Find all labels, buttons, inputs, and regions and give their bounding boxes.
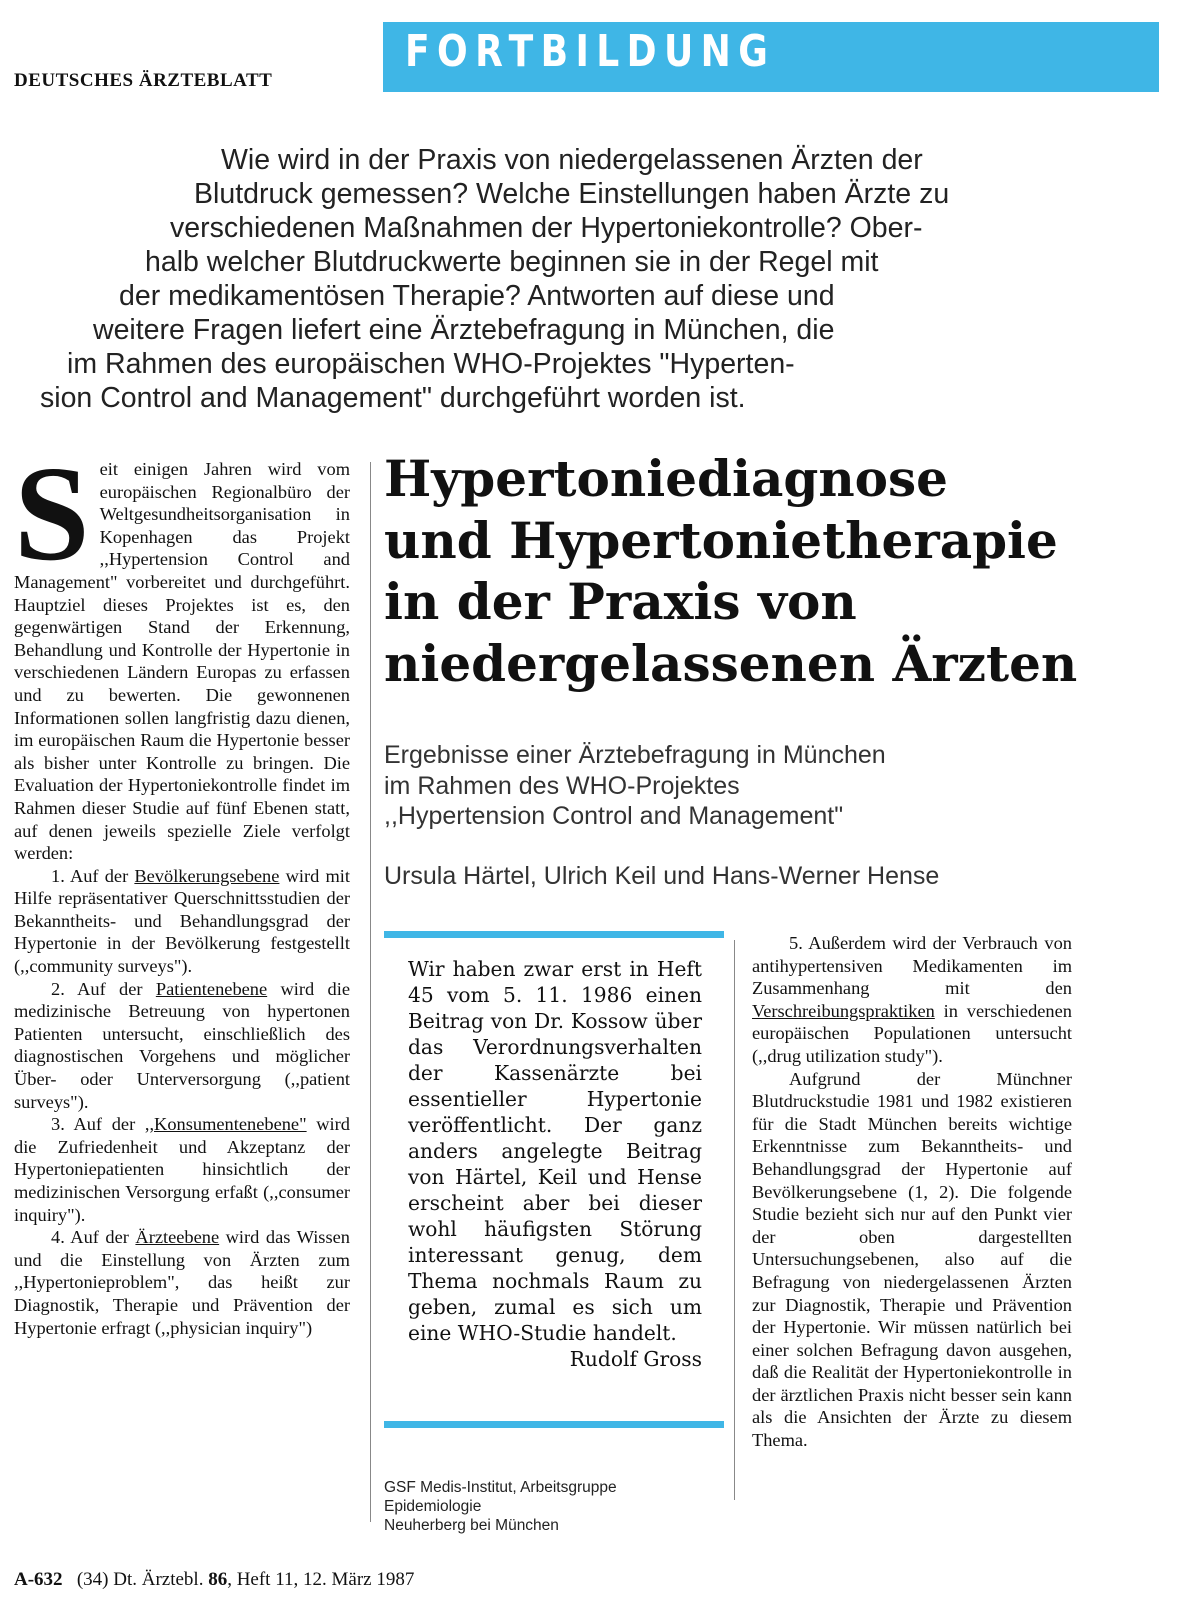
footer-citation: (34) Dt. Ärztebl. [76, 1569, 204, 1590]
item-number: 5. [789, 933, 803, 953]
footer-volume: 86 [208, 1569, 228, 1590]
article-authors: Ursula Härtel, Ulrich Keil und Hans-Werner Hense [384, 862, 940, 890]
box-bottom-rule [384, 1421, 724, 1428]
article-title [384, 448, 1077, 694]
box-top-rule [384, 931, 724, 938]
lede-line: Blutdruck gemessen? Welche Einstellungen haben Ärzte zu [194, 178, 950, 210]
author-affiliation [384, 1478, 617, 1535]
editor-note [408, 956, 702, 1372]
lede-line: Wie wird in der Praxis von niedergelassenen Ärzten der [221, 144, 923, 176]
lede-line: verschiedenen Maßnahmen der Hypertoniekontrolle? Ober- [170, 212, 923, 244]
item-text: in verschiedenen europäischen Populationen untersucht (,,drug utilization study"). [752, 1000, 1072, 1066]
item-number: 1. [51, 865, 65, 886]
section-label: FORTBILDUNG [405, 26, 776, 77]
intro-paragraph [14, 439, 350, 865]
item-text: wird die medizinische Betreuung von hypertonen Patienten untersucht, einschließlich des diagnostischen Vorgehens und möglicher Über- oder Unterversorgung (,,patient surveys"). [14, 978, 350, 1112]
list-item [14, 1113, 350, 1226]
article-subtitle [384, 740, 886, 832]
item-prefix: Auf der [69, 865, 129, 886]
title-line: und Hypertonietherapie [384, 510, 1058, 570]
item-term: Ärzteebene [135, 1227, 220, 1248]
item-number: 3. [51, 1114, 65, 1135]
section-banner [383, 22, 1159, 92]
item-text: wird die Zufriedenheit und Akzeptanz der Hypertoniepatienten hinsichtlich der medizinischen Versorgung erfaßt (,,consumer inquiry"). [14, 1114, 350, 1225]
item-prefix: Auf der [73, 1114, 136, 1135]
list-item [14, 865, 350, 978]
title-line: niedergelassenen Ärzten [384, 633, 1078, 693]
page-number: A-632 [14, 1569, 63, 1590]
item-term: ,,Konsumentenebene" [144, 1114, 307, 1135]
title-line: in der Praxis von [384, 572, 857, 631]
item-number: 2. [51, 978, 65, 999]
item-term: Bevölkerungsebene [134, 865, 280, 886]
list-item [14, 978, 350, 1114]
intro-text: eit einigen Jahren wird vom europäischen Regionalbüro der Weltgesundheitsorganisation in Kopenhagen das Projekt ,,Hypertension Control and Management" vorbereitet und durchgeführt. Hauptziel dieses Projektes ist es, den gegenwärtigen Stand der Erkennung, Behandlung und Kontrolle der Hypertonie in verschiedenen Ländern Europas zu erfassen und zu bewerten. Die gewonnenen Informationen sollen langfristig dazu dienen, im europäischen Raum die Hypertonie besser als bisher unter Kontrolle zu bringen. Die Evaluation der Hypertoniekontrolle findet im Rahmen dieser Studie auf fünf Ebenen statt, auf denen jeweils spezielle Ziele verfolgt werden: [14, 459, 350, 864]
lede-line: halb welcher Blutdruckwerte beginnen sie in der Regel mit [145, 246, 879, 278]
editor-note-text: Wir haben zwar erst in Heft 45 vom 5. 11. 1986 einen Beitrag von Dr. Kossow über das Verordnungsverhalten der Kassenärzte bei essentieller Hypertonie veröffentlicht. Der ganz anders angelegte Beitrag von Härtel, Keil und Hense erscheint aber bei dieser wohl häufigsten Störung interessant genug, dem Thema nochmals Raum zu geben, zumal es sich um eine WHO-Studie handelt. [408, 957, 702, 1345]
right-column [752, 932, 1072, 1452]
footer-issue: , Heft 11, 12. März 1987 [227, 1569, 415, 1590]
item-number: 4. [51, 1227, 65, 1248]
item-prefix: Auf der [70, 1227, 129, 1248]
column-divider [734, 940, 735, 1500]
affiliation-line: Epidemiologie [384, 1498, 482, 1515]
item-prefix: Außerdem wird der Verbrauch von antihypertensiven Medikamenten im Zusammenhang mit den [752, 933, 1072, 999]
left-column [14, 439, 350, 1339]
subtitle-line: im Rahmen des WHO-Projektes [384, 771, 740, 800]
subtitle-line: Ergebnisse einer Ärztebefragung in München [384, 741, 886, 769]
lede-line: der medikamentösen Therapie? Antworten auf diese und [119, 280, 835, 312]
item-text: wird das Wissen und die Einstellung von Ärzten zum ,,Hypertonieproblem", das heißt zur Diagnostik, Therapie und Prävention der Hypertonie erfragt (,,physician inquiry") [14, 1227, 350, 1338]
item-term: Verschreibungspraktiken [752, 1000, 935, 1021]
lede-line: weitere Fragen liefert eine Ärztebefragung in München, die [93, 314, 835, 346]
page-footer [14, 1569, 414, 1591]
journal-masthead: DEUTSCHES ÄRZTEBLATT [14, 70, 273, 91]
editor-signature: Rudolf Gross [569, 1347, 702, 1371]
item-prefix: Auf der [77, 978, 143, 999]
list-item [14, 1226, 350, 1339]
body-paragraph: Aufgrund der Münchner Blutdruckstudie 1981 und 1982 existieren für die Stadt München bereits wichtige Erkenntnisse zum Bekanntheits- und Behandlungsgrad der Hypertonie auf Bevölkerungsebene (1, 2). Die folgende Studie bezieht sich nur auf den Punkt vier der oben dargestellten Untersuchungsebenen, also auf die Befragung von niedergelassenen Ärzten zur Diagnostik, Therapie und Prävention der Hypertonie. Wir müssen natürlich bei einer solchen Befragung davon ausgehen, daß die Realität der Hypertoniekontrolle in der ärztlichen Praxis nicht besser sein kann als die Ansichten der Ärzte zu diesem Thema. [752, 1068, 1072, 1451]
affiliation-line: Neuherberg bei München [384, 1517, 559, 1534]
item-term: Patientenebene [155, 978, 268, 999]
lede-line: sion Control and Management" durchgeführt worden ist. [40, 382, 746, 414]
item-text: wird mit Hilfe repräsentativer Querschnittsstudien der Bekanntheits- und Behandlungsgrad der Hypertonie in der Bevölkerung festgestellt (,,community surveys"). [14, 865, 350, 977]
column-divider [370, 462, 371, 1522]
subtitle-line: ,,Hypertension Control and Management" [384, 802, 844, 830]
drop-cap: S [14, 439, 90, 589]
title-line: Hypertoniediagnose [384, 449, 948, 508]
lede-line: im Rahmen des europäischen WHO-Projektes "Hyperten- [67, 348, 795, 380]
list-item [752, 932, 1072, 1068]
affiliation-line: GSF Medis-Institut, Arbeitsgruppe [384, 1479, 617, 1496]
